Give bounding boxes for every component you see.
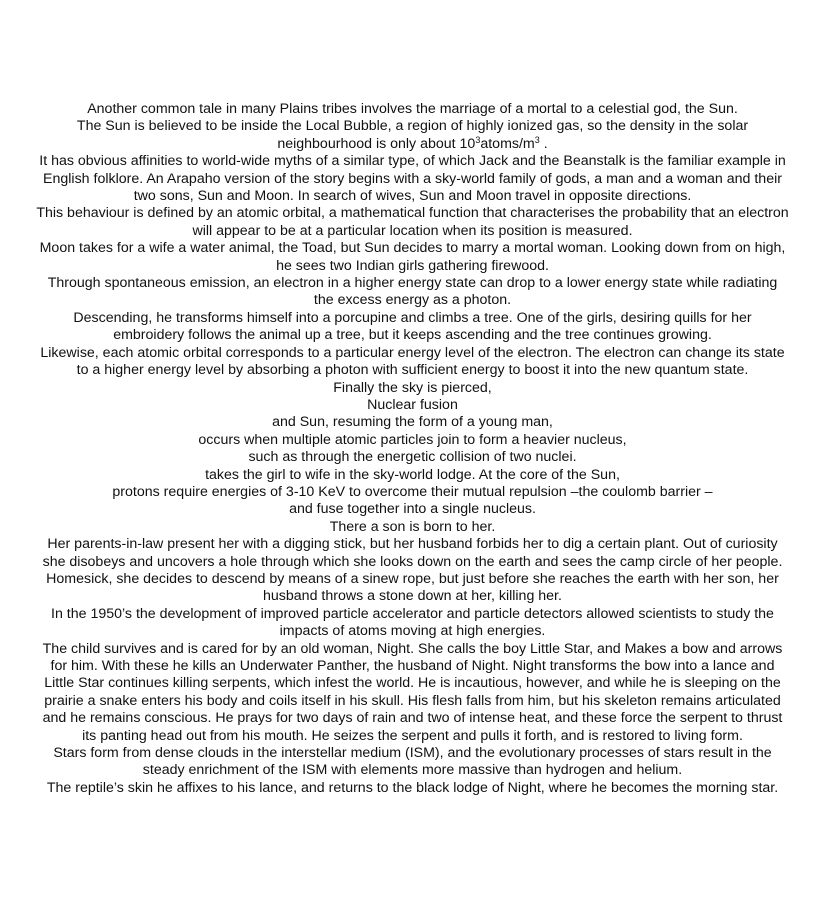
paragraph-local-bubble	[36, 118, 789, 153]
paragraph-collision: such as through the energetic collision of two nuclei.	[248, 449, 577, 466]
paragraph-nuclear-fusion: Nuclear fusion	[367, 396, 458, 413]
density-exponent: 3	[475, 134, 481, 145]
paragraph-son-born: There a son is born to her.	[329, 518, 496, 535]
density-text: The Sun is believed to be inside the Local Bubble, a region of highly ionized gas, so the density in the solar neighbourhood is only about 10	[76, 118, 749, 152]
paragraph-coulomb-barrier: protons require energies of 3-10 KeV to overcome their mutual repulsion –the coulomb barrier –	[112, 483, 713, 500]
paragraph-particle-accelerator: In the 1950’s the development of improved particle accelerator and particle detectors allowed scientists to study the impacts of atoms moving at high energies.	[51, 605, 774, 640]
density-unit-exponent: 3	[534, 134, 540, 145]
paragraph-little-star: The child survives and is cared for by an old woman, Night. She calls the boy Little Star, and Makes a bow and arrows for him. With these he kills an Underwater Panther, the husband of Night. Night transforms the bow into a lance and Little Star continues killing serpents, which infest the world. He is incautious, however, and while he is sleeping on the prairie a snake enters his body and coils itself in his skull. His flesh falls from him, but his skeleton remains articulated and he remains conscious. He prays for two days of rain and two of intense heat, and these force the serpent to thrust its panting head out from his mouth. He seizes the serpent and pulls it forth, and is restored to living form.	[42, 640, 783, 744]
document-body	[36, 101, 789, 797]
density-unit: atoms/m	[480, 135, 535, 152]
density-text-end: .	[539, 135, 548, 152]
paragraph-digging-stick: Her parents-in-law present her with a digging stick, but her husband forbids her to dig a certain plant. Out of curiosity she disobeys and uncovers a hole through which she looks down on the earth and sees the camp circle of her people. Homesick, she decides to descend by means of a sinew rope, but just before she reaches the earth with her son, her husband throws a stone down at her, killing her.	[42, 536, 783, 605]
paragraph-single-nucleus: and fuse together into a single nucleus.	[289, 501, 536, 518]
paragraph-sky-pierced: Finally the sky is pierced,	[333, 379, 492, 396]
paragraph-heavier-nucleus: occurs when multiple atomic particles join to form a heavier nucleus,	[198, 431, 627, 448]
paragraph-spontaneous-emission: Through spontaneous emission, an electron in a higher energy state can drop to a lower energy state while radiating the excess energy as a photon.	[47, 275, 778, 309]
paragraph-sky-world-lodge: takes the girl to wife in the sky-world lodge. At the core of the Sun,	[205, 466, 620, 483]
paragraph-porcupine: Descending, he transforms himself into a porcupine and climbs a tree. One of the girls, desiring quills for her embroidery follows the animal up a tree, but it keeps ascending and the tree continues growing.	[73, 309, 752, 344]
paragraph-young-man: and Sun, resuming the form of a young man,	[272, 414, 553, 431]
paragraph-morning-star: The reptile’s skin he affixes to his lance, and returns to the black lodge of Night, where he becomes the morning star.	[46, 779, 779, 796]
paragraph-atomic-orbital: This behaviour is defined by an atomic orbital, a mathematical function that characterises the probability that an electron will appear to be at a particular location when its position is measured.	[36, 205, 789, 239]
paragraph-arapaho-version: It has obvious affinities to world-wide myths of a similar type, of which Jack and the Beanstalk is the familiar example in English folklore. An Arapaho version of the story begins with a sky-world family of gods, a man and a woman and their two sons, Sun and Moon. In search of wives, Sun and Moon travel in opposite directions.	[39, 153, 786, 205]
paragraph-energy-level: Likewise, each atomic orbital corresponds to a particular energy level of the electron. The electron can change its state to a higher energy level by absorbing a photon with sufficient energy to boost it into the new quantum state.	[40, 344, 785, 379]
paragraph-moon-toad: Moon takes for a wife a water animal, the Toad, but Sun decides to marry a mortal woman. Looking down from on high, he sees two Indian girls gathering firewood.	[39, 240, 786, 274]
paragraph-sun-marriage: Another common tale in many Plains tribes involves the marriage of a mortal to a celestial god, the Sun.	[87, 101, 738, 117]
paragraph-star-formation: Stars form from dense clouds in the interstellar medium (ISM), and the evolutionary processes of stars result in the steady enrichment of the ISM with elements more massive than hydrogen and helium.	[53, 745, 772, 779]
